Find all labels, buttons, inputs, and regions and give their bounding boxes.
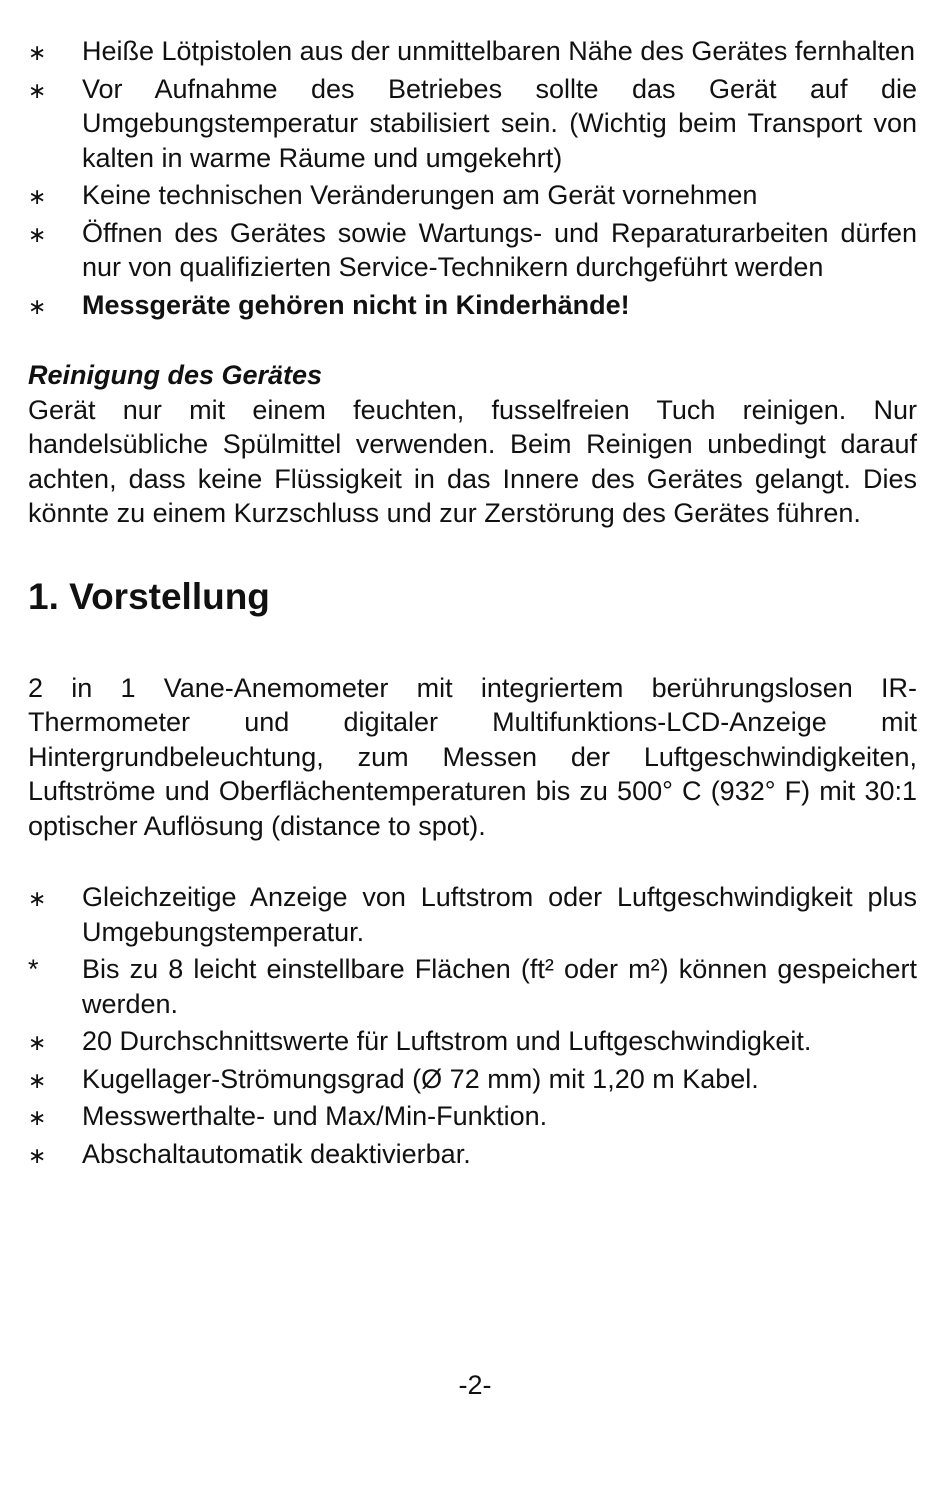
feature-bullet-text: Gleichzeitige Anzeige von Luftstrom oder Luftgeschwindigkeit plus Umgebungstemperatur. xyxy=(82,882,917,947)
bullet-asterisk-icon: ∗ xyxy=(28,221,47,247)
feature-bullet-text: Bis zu 8 leicht einstellbare Flächen (ft² oder m²) können gespeichert werden. xyxy=(82,954,917,1019)
bullet-asterisk-icon: * xyxy=(28,954,39,984)
bullet-asterisk-icon: ∗ xyxy=(28,1030,47,1055)
feature-bullet-text: Kugellager-Strömungsgrad (Ø 72 mm) mit 1,20 m Kabel. xyxy=(82,1063,759,1094)
safety-warning-text: Messgeräte gehören nicht in Kinderhände! xyxy=(82,289,630,320)
safety-bullet-item xyxy=(28,72,917,176)
feature-bullet-item xyxy=(28,1062,917,1097)
safety-bullet-text: Heiße Lötpistolen aus der unmittelbaren Nähe des Gerätes fernhalten xyxy=(82,36,915,66)
bullet-asterisk-icon: ∗ xyxy=(28,1067,47,1093)
safety-bullet-item xyxy=(28,178,917,213)
document-page xyxy=(28,34,917,1174)
chapter-intro-paragraph: 2 in 1 Vane-Anemometer mit integriertem berührungslosen IR-Thermometer und digitaler Multifunktions-LCD-Anzeige mit Hintergrundbeleuchtung, zum Messen der Luftgeschwindigkeiten, Luftströme und Oberflächentemperaturen bis zu 500° C (932° F) mit 30:1 optischer Auflösung (distance to spot). xyxy=(28,672,917,841)
feature-bullet-item xyxy=(28,1099,917,1134)
safety-bullet-item xyxy=(28,216,917,285)
bullet-asterisk-icon: ∗ xyxy=(28,293,47,319)
safety-bullet-text: Keine technischen Veränderungen am Gerät vornehmen xyxy=(82,180,758,210)
feature-bullet-item xyxy=(28,952,917,1021)
safety-bullet-list xyxy=(28,34,917,322)
safety-bullet-item xyxy=(28,288,917,323)
feature-bullet-item xyxy=(28,1137,917,1172)
bullet-asterisk-icon: ∗ xyxy=(28,1105,47,1130)
feature-bullet-item xyxy=(28,1024,917,1059)
feature-bullet-list xyxy=(28,880,917,1171)
feature-bullet-text: 20 Durchschnittswerte für Luftstrom und Luftgeschwindigkeit. xyxy=(82,1026,812,1056)
safety-bullet-item xyxy=(28,34,917,69)
feature-bullet-text: Abschaltautomatik deaktivierbar. xyxy=(82,1138,471,1169)
safety-bullet-text: Vor Aufnahme des Betriebes sollte das Gerät auf die Umgebungstemperatur stabilisiert sein. (Wichtig beim Transport von kalten in warme Räume und umgekehrt) xyxy=(82,73,917,173)
bullet-asterisk-icon: ∗ xyxy=(28,1142,47,1168)
bullet-asterisk-icon: ∗ xyxy=(28,184,47,209)
safety-bullet-text: Öffnen des Gerätes sowie Wartungs- und Reparaturarbeiten dürfen nur von qualifizierten Service-Technikern durchgeführt werden xyxy=(82,217,917,282)
cleaning-heading: Reinigung des Gerätes xyxy=(28,360,323,390)
chapter-title: 1. Vorstellung xyxy=(28,575,270,617)
bullet-asterisk-icon: ∗ xyxy=(28,40,47,65)
page-number: -2- xyxy=(458,1370,492,1400)
cleaning-paragraph: Gerät nur mit einem feuchten, fusselfreien Tuch reinigen. Nur handelsübliche Spülmittel verwenden. Beim Reinigen unbedingt darauf achten, dass keine Flüssigkeit in das Innere des Gerätes gelangt. Dies könnte zu einem Kurzschluss und zur Zerstörung des Gerätes führen. xyxy=(28,394,917,528)
bullet-asterisk-icon: ∗ xyxy=(28,886,47,911)
bullet-asterisk-icon: ∗ xyxy=(28,77,47,103)
feature-bullet-item xyxy=(28,880,917,949)
feature-bullet-text: Messwerthalte- und Max/Min-Funktion. xyxy=(82,1101,548,1131)
